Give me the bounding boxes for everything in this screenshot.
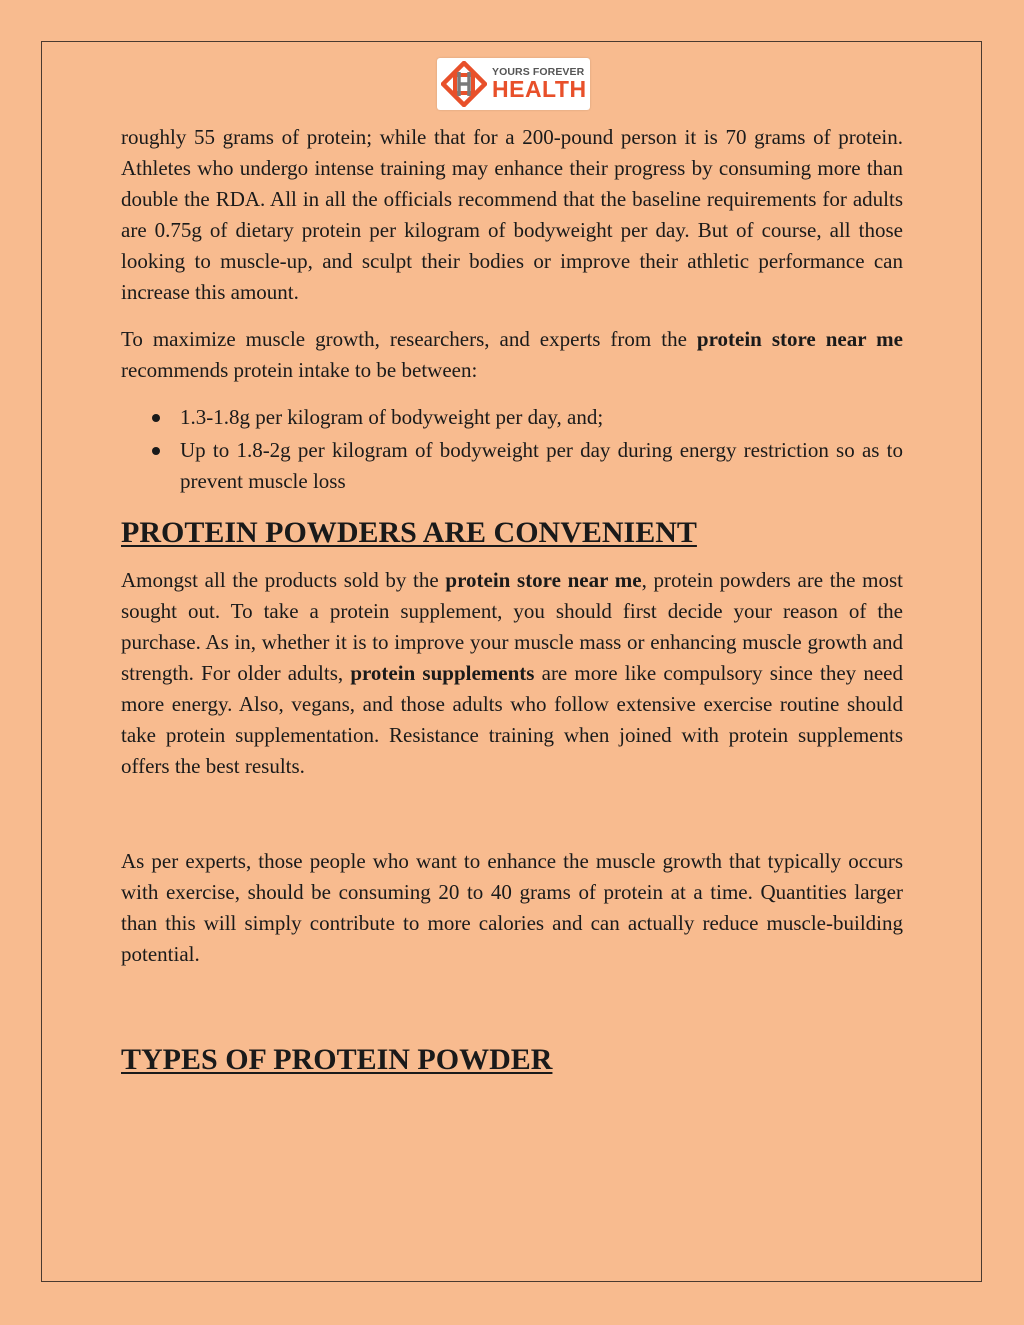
convenient-bold-supplements: protein supplements	[350, 661, 535, 685]
list-item-text: 1.3-1.8g per kilogram of bodyweight per day, and;	[180, 405, 604, 429]
list-item	[121, 435, 903, 497]
logo-brand-text: HEALTH	[492, 76, 587, 103]
logo-emblem-icon	[441, 61, 487, 107]
brand-logo	[437, 58, 590, 110]
convenient-text-part2: , protein powders are the most sought out. To take a protein supplement, you should first decide your reason of the purchase. As in, whether it is to improve your muscle mass or enhancing muscle growth and strength. For older adults,	[121, 568, 903, 685]
bullet-icon	[152, 414, 160, 422]
maximize-paragraph	[121, 324, 903, 386]
bullet-icon	[152, 447, 160, 455]
list-item-text: Up to 1.8-2g per kilogram of bodyweight per day during energy restriction so as to prevent muscle loss	[180, 438, 903, 493]
maximize-text-before: To maximize muscle growth, researchers, and experts from the	[121, 327, 697, 351]
section-heading-convenient: PROTEIN POWDERS ARE CONVENIENT	[121, 516, 697, 549]
intro-paragraph: roughly 55 grams of protein; while that for a 200-pound person it is 70 grams of protein. Athletes who undergo intense training may enhance their progress by consuming more than double the RDA. All in all the officials recommend that the baseline requirements for adults are 0.75g of dietary protein per kilogram of bodyweight per day. But of course, all those looking to muscle-up, and sculpt their bodies or improve their athletic performance can increase this amount.	[121, 125, 903, 304]
convenient-paragraph	[121, 565, 903, 782]
convenient-bold-keyword: protein store near me	[445, 568, 642, 592]
list-item	[121, 402, 903, 433]
maximize-bold-keyword: protein store near me	[696, 327, 903, 351]
convenient-text-part1: Amongst all the products sold by the	[121, 568, 446, 592]
convenient-text-part3: are more like compulsory since they need more energy. Also, vegans, and those adults who follow extensive exercise routine should take protein supplementation. Resistance training when joined with protein supplements offers the best results.	[121, 661, 903, 778]
logo-top-text: YOURS FOREVER	[492, 65, 585, 78]
document-body	[121, 122, 903, 1080]
section-heading-types: TYPES OF PROTEIN POWDER	[121, 1043, 553, 1076]
maximize-text-after: recommends protein intake to be between:	[121, 358, 478, 382]
intake-bullet-list	[121, 402, 903, 497]
experts-paragraph: As per experts, those people who want to enhance the muscle growth that typically occurs with exercise, should be consuming 20 to 40 grams of protein at a time. Quantities larger than this will simply contribute to more calories and can actually reduce muscle-building potential.	[121, 849, 903, 966]
